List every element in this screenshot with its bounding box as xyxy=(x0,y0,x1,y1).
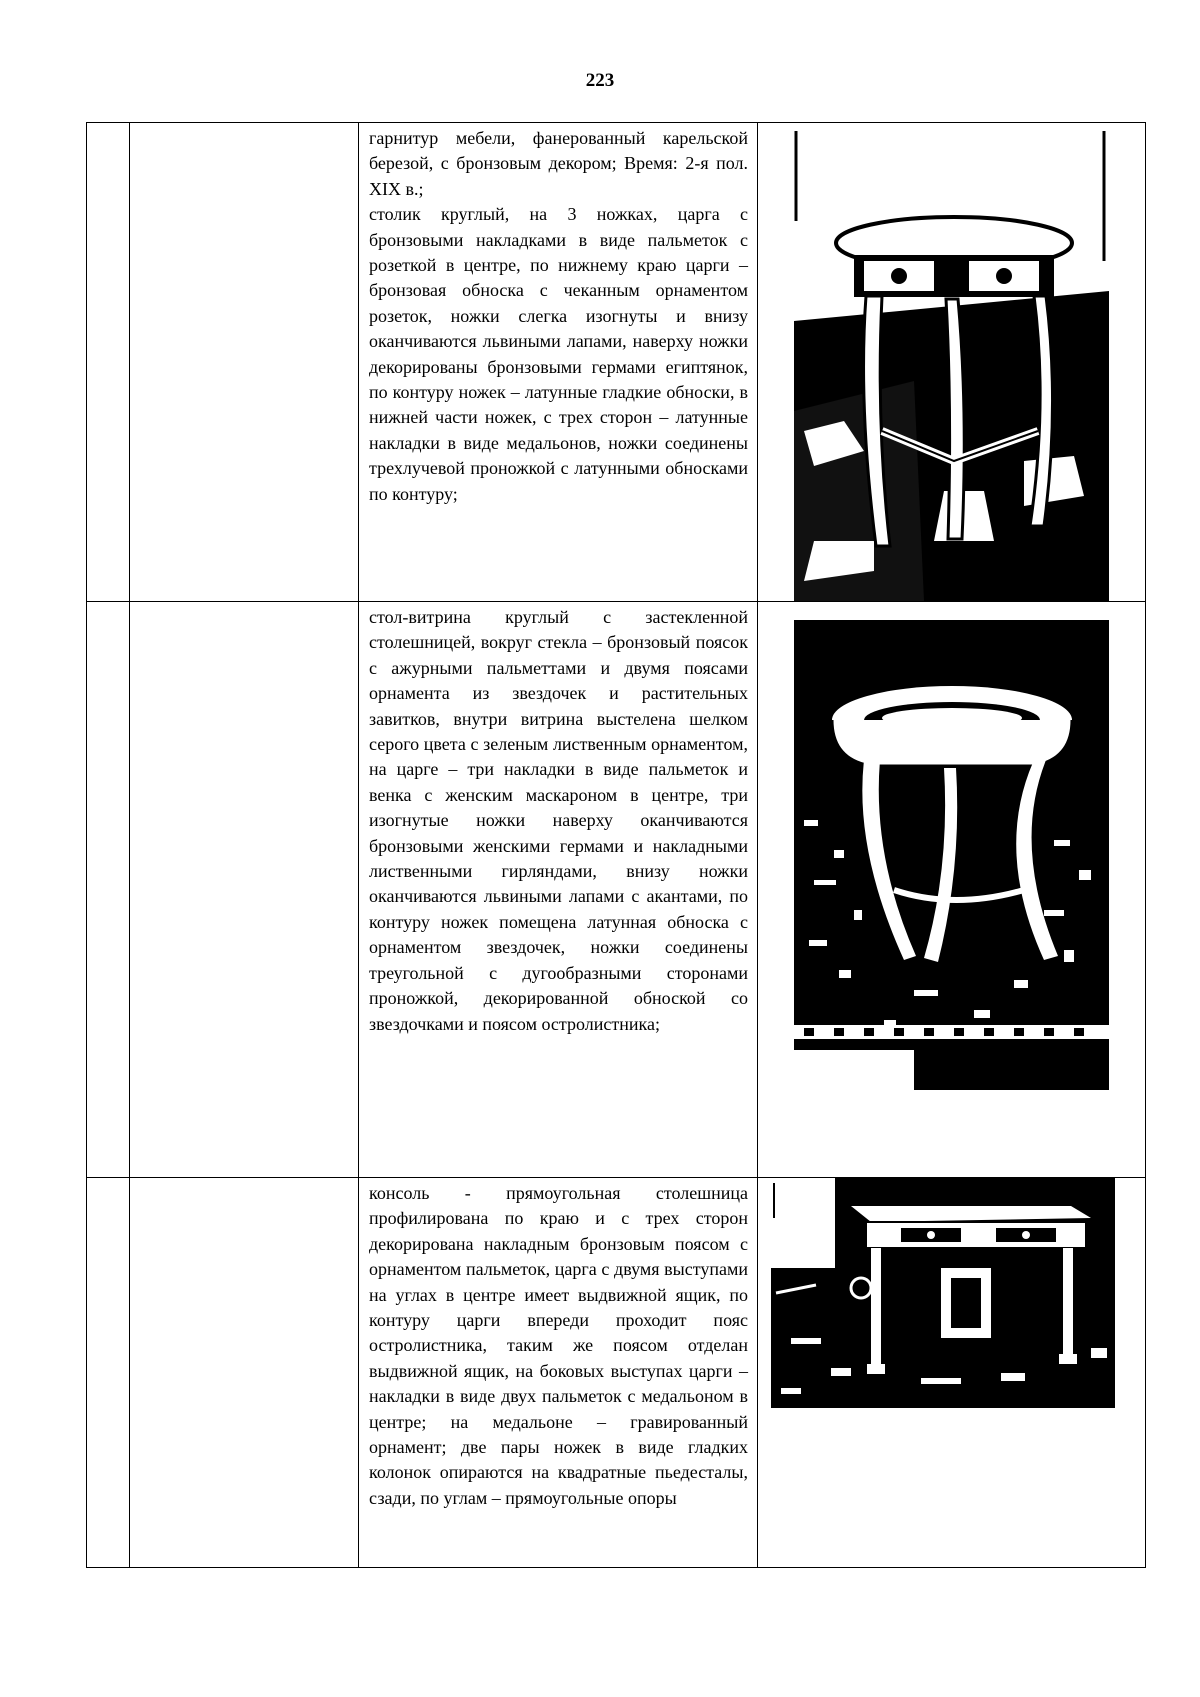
empty-cell xyxy=(87,123,130,602)
display-table-photo xyxy=(794,620,1109,1090)
table-row xyxy=(87,1178,1146,1568)
photo-cell xyxy=(758,1178,1146,1568)
photo-cell xyxy=(758,123,1146,602)
round-table-photo xyxy=(794,131,1109,601)
description-text: гарнитур мебели, фанерованный карельской березой, с бронзовым декором; Время: 2-я пол. XIX в.; xyxy=(369,128,748,199)
description-text: столик круглый, на 3 ножках, царга с бронзовыми накладками в виде пальметок с розеткой в центре, по нижнему краю царги – бронзовая обноска с чеканным орнаментом розеток, ножки слегка изогнуты и внизу оканчиваются львиными лапами, наверху ножки декорированы бронзовыми гермами египтянок, по контуру ножек – латунные гладкие обноски, в нижней части ножек, с трех сторон – латунные накладки в виде медальонов, ножки соединены трехлучевой проножкой с латунными обносками по контуру; xyxy=(369,204,748,504)
empty-cell xyxy=(130,602,359,1178)
table-row xyxy=(87,602,1146,1178)
page-number: 223 xyxy=(585,70,615,91)
description-cell xyxy=(359,123,758,602)
table-row xyxy=(87,123,1146,602)
empty-cell xyxy=(130,1178,359,1568)
empty-cell xyxy=(87,602,130,1178)
empty-cell xyxy=(87,1178,130,1568)
description-cell xyxy=(359,1178,758,1568)
description-text: стол-витрина круглый с застекленной столешницей, вокруг стекла – бронзовый поясок с ажурными пальметтами и двумя поясами орнамента из звездочек и растительных завитков, внутри витрина выстелена шелком серого цвета с зеленым лиственным орнаментом, на царге – три накладки в виде пальметок и венка с женским маскароном в центре, три изогнутые ножки наверху оканчиваются бронзовыми женскими гермами и накладными лиственными гирляндами, внизу ножки оканчиваются львиными лапами с акантами, по контуру ножек помещена латунная обноска с орнаментом звездочек, ножки соединены треугольной с дугообразными сторонами проножкой, декорированной обноской со звездочками и поясом остролистника; xyxy=(369,607,748,1034)
photo-cell xyxy=(758,602,1146,1178)
description-cell xyxy=(359,602,758,1178)
console-table-photo xyxy=(771,1178,1115,1408)
description-text: консоль - прямоугольная столешница профилирована по краю и с трех сторон декорирована накладным бронзовым поясом с орнаментом пальметок, царга с двумя выступами на углах в центре имеет выдвижной ящик, по контуру царги впереди проходит пояс остролистника, таким же поясом отделан выдвижной ящик, на боковых выступах царги – накладки в виде двух пальметок с медальоном в центре; на медальоне – гравированный орнамент; две пары ножек в виде гладких колонок опираются на квадратные пьедесталы, сзади, по углам – прямоугольные опоры xyxy=(369,1183,748,1508)
empty-cell xyxy=(130,123,359,602)
furniture-table xyxy=(86,122,1146,1568)
